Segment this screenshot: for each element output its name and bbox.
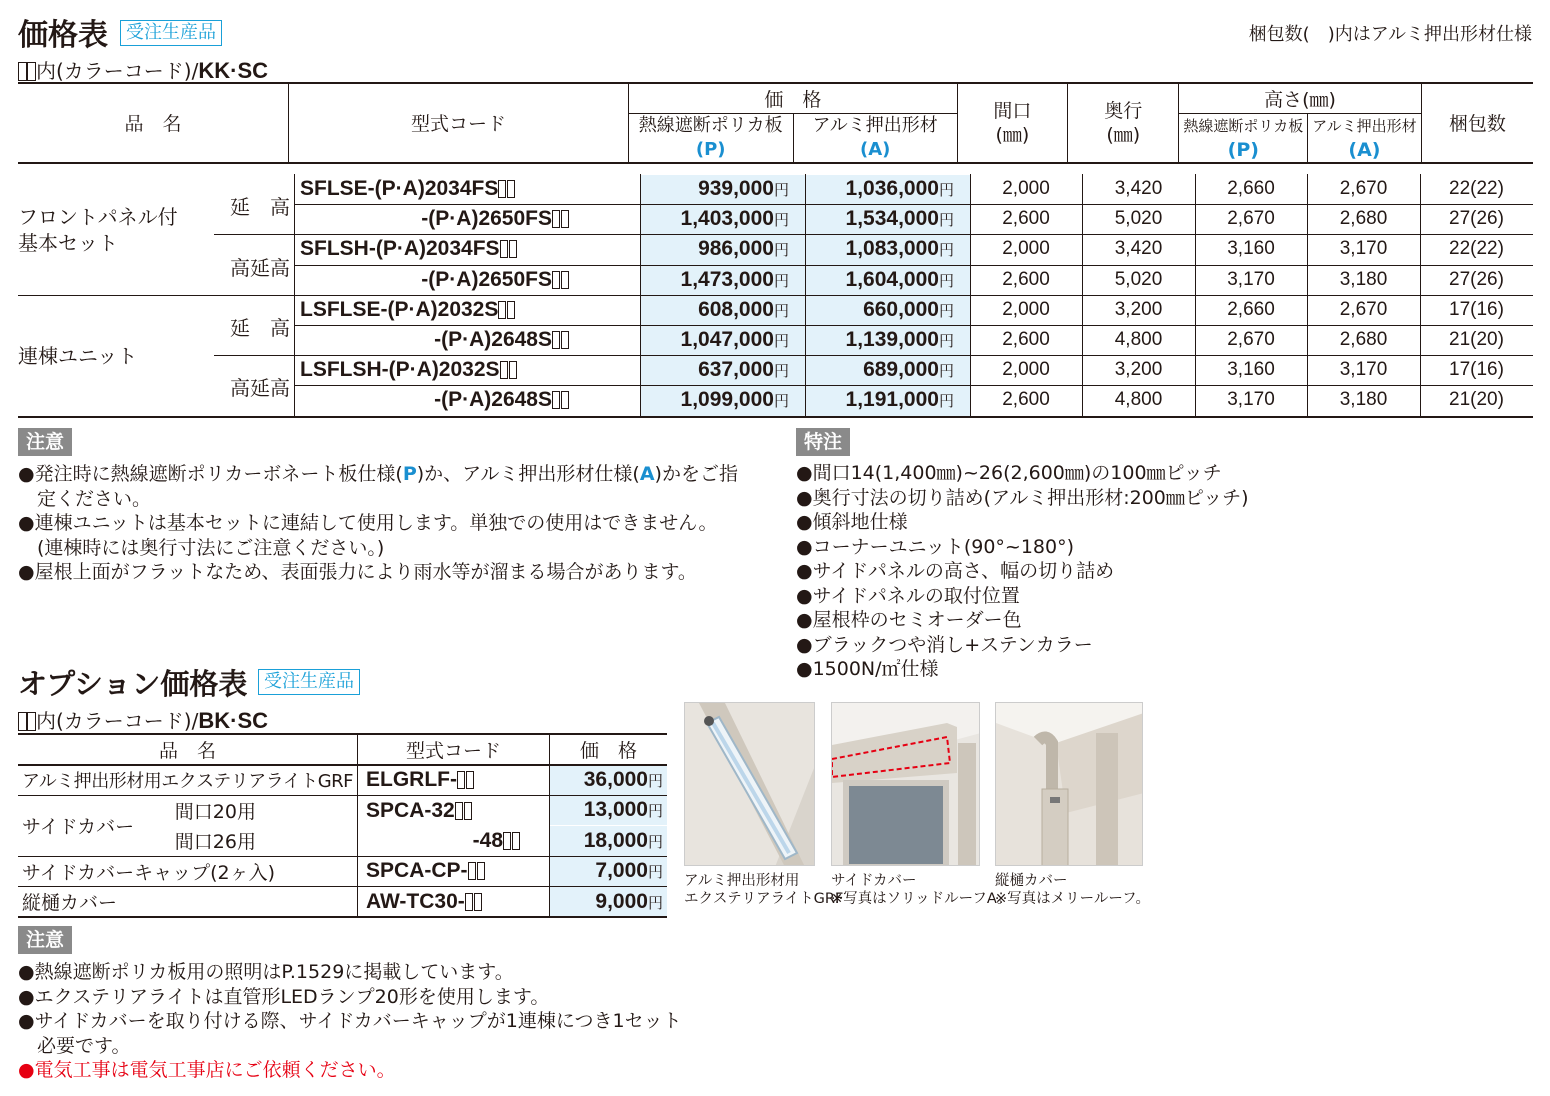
special-item: ●傾斜地仕様 [796, 511, 908, 533]
col-header-code: 型式コード [289, 83, 629, 163]
col-header-price: 価 格 [628, 83, 957, 113]
table-row: サイドカバー 間口20用 SPCA-32 13,000円 [18, 795, 667, 826]
table-row: 間口26用 -48 18,000円 [18, 826, 667, 857]
special-order-label: 特注 [796, 428, 850, 456]
table-row: -(P·A)2648S 1,047,000円 1,139,000円 2,600 4,800 2,670 2,680 21(20) [434, 328, 1504, 351]
col-header-height-alu: アルミ押出形材 (A) [1308, 113, 1421, 163]
made-to-order-badge: 受注生産品 [120, 20, 222, 46]
special-item: ●屋根枠のセミオーダー色 [796, 609, 1022, 631]
height-type-label: 高延高 [230, 376, 290, 401]
col-header-height-poly: 熱線遮断ポリカ板 (P) [1179, 113, 1308, 163]
special-item: ●1500N/㎡仕様 [796, 658, 939, 680]
special-order-list [796, 461, 1249, 682]
table-row: 縦樋カバー AW-TC30- 9,000円 [18, 887, 667, 918]
col-header-alu: アルミ押出形材 (A) [793, 113, 957, 163]
opt-header-code: 型式コード [358, 734, 550, 765]
photo2-caption: サイドカバー ※写真はソリッドルーフA。 [831, 873, 1012, 907]
opt-header-price: 価 格 [579, 739, 637, 762]
caution-notes: ●発注時に熱線遮断ポリカーボネート板仕様(P)か、アルミ押出形材仕様(A)かをご指 定ください。 ●連棟ユニットは基本セットに連結して使用します。単独での使用はできません。 (連棟時には奥行寸法にご注意ください。) ●屋根上面がフラットなため、表面張力により雨水等が溜まる場合があります。 [18, 463, 738, 583]
group-front: フロントパネル付 基本セット [18, 205, 178, 256]
col-header-depth: 奥行 (㎜) [1068, 83, 1179, 163]
group-renmu: 連棟ユニット [18, 344, 138, 369]
option-color-code: 内(カラーコード)/BK·SC [18, 705, 268, 734]
height-type-label: 延 高 [230, 315, 290, 340]
table-row: -(P·A)2650FS 1,403,000円 1,534,000円 2,600 5,020 2,670 2,680 27(26) [421, 207, 1504, 231]
special-item: ●コーナーユニット(90°~180°) [796, 535, 1075, 558]
photo3-caption: 縦樋カバー ※写真はメリールーフ。 [995, 873, 1150, 907]
col-header-name: 品 名 [18, 83, 289, 163]
table-row: サイドカバーキャップ(2ヶ入) SPCA-CP- 7,000円 [18, 856, 667, 887]
photo-exterior-light [684, 702, 815, 866]
table-row: -(P·A)2650FS 1,473,000円 1,604,000円 2,600 5,020 3,170 3,180 27(26) [421, 267, 1504, 291]
special-item: ●サイドパネルの高さ、幅の切り詰め [796, 560, 1115, 582]
table-row: LSFLSH-(P·A)2032S 637,000円 689,000円 2,000 3,200 3,160 3,170 17(16) [300, 358, 1504, 382]
option-caution-notes: ●熱線遮断ポリカ板用の照明はP.1529に掲載しています。 ●エクステリアライトは直管形LEDランプ20形を使用します。 ●サイドカバーを取り付ける際、サイドカバーキャップが1連棟につき1セット 必要です。 ●電気工事は電気工事店にご依頼ください。 [18, 961, 682, 1081]
col-header-poly: 熱線遮断ポリカ板 (P) [628, 113, 793, 163]
table-row: -(P·A)2648S 1,099,000円 1,191,000円 2,600 4,800 3,170 3,180 21(20) [434, 388, 1504, 412]
opt-header-name: 品 名 [18, 734, 358, 765]
caution-label: 注意 [18, 428, 72, 456]
col-header-width: 間口 (㎜) [957, 83, 1067, 163]
height-type-label: 延 高 [230, 195, 290, 220]
special-item: ●ブラックつや消し+ステンカラー [796, 633, 1093, 656]
table-row: SFLSH-(P·A)2034FS 986,000円 1,083,000円 2,000 3,420 3,160 3,170 22(22) [300, 237, 1504, 261]
special-item: ●サイドパネルの取付位置 [796, 584, 1020, 607]
table-row: LSFLSE-(P·A)2032S 608,000円 660,000円 2,000 3,200 2,660 2,670 17(16) [300, 297, 1504, 321]
option-badge: 受注生産品 [258, 669, 360, 695]
photo1-caption: アルミ押出形材用 エクステリアライトGRF [684, 873, 844, 907]
color-code-label: 内(カラーコード)/KK·SC [18, 55, 268, 84]
photo-side-cover [831, 702, 980, 866]
price-table [18, 82, 1533, 164]
table-row: SFLSE-(P·A)2034FS 939,000円 1,036,000円 2,000 3,420 2,660 2,670 22(22) [300, 177, 1504, 200]
packing-note: 梱包数( )内はアルミ押出形材仕様 [1248, 24, 1532, 45]
special-item: ●奥行寸法の切り詰め(アルミ押出形材:200㎜ピッチ) [796, 486, 1249, 509]
photo-downspout-cover [995, 702, 1143, 866]
option-caution-label: 注意 [18, 926, 72, 954]
special-item: ●間口14(1,400㎜)~26(2,600㎜)の100㎜ピッチ [796, 462, 1222, 484]
page-title: 価格表 [18, 18, 108, 53]
option-title: オプション価格表 [18, 667, 248, 701]
col-header-height: 高さ(㎜) [1179, 83, 1421, 113]
height-type-label: 高延高 [230, 255, 290, 280]
table-row: アルミ押出形材用エクステリアライトGRF ELGRLF- 36,000円 [18, 765, 667, 796]
option-table [18, 733, 667, 918]
col-header-packs: 梱包数 [1421, 83, 1533, 163]
